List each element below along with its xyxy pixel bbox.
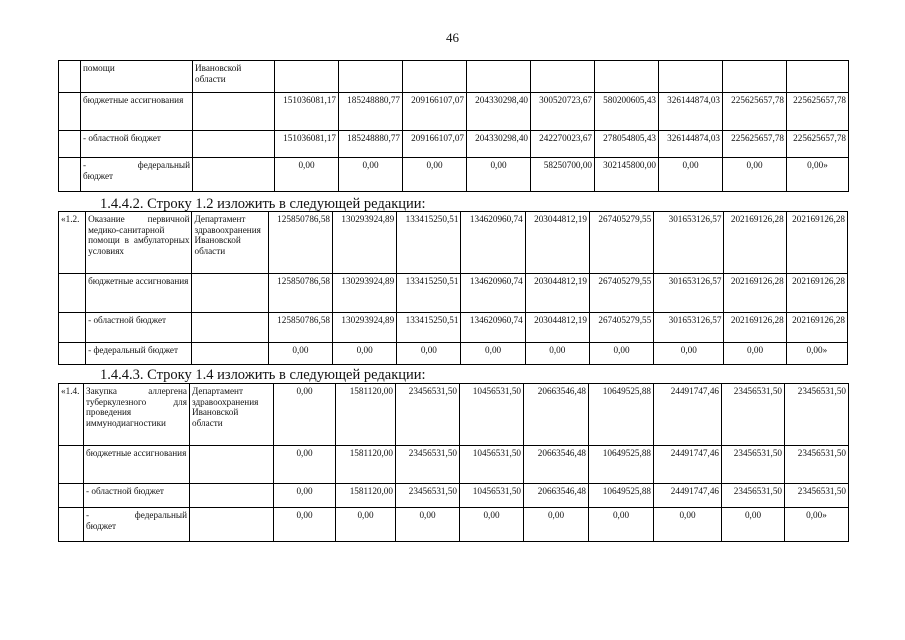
value-cell: 0,00 bbox=[467, 158, 531, 192]
row-name-dash: - bbox=[86, 510, 90, 520]
value-cell: 23456531,50 bbox=[785, 446, 849, 484]
value-cell bbox=[787, 61, 849, 93]
row-index bbox=[59, 61, 81, 93]
value-cell: 0,00 bbox=[461, 343, 525, 365]
value-cell: 0,00 bbox=[397, 343, 461, 365]
row-org: Ивановской области bbox=[193, 61, 275, 93]
value-cell: 23456531,50 bbox=[785, 384, 849, 446]
row-org: Департамент здравоохранения Ивановской области bbox=[190, 384, 274, 446]
value-cell: 134620960,74 bbox=[461, 274, 525, 313]
value-cell: 130293924,89 bbox=[333, 313, 397, 343]
value-cell: 0,00 bbox=[524, 508, 589, 542]
row-index bbox=[59, 484, 84, 508]
row-name: - областной бюджет bbox=[86, 313, 192, 343]
value-cell: 326144874,03 bbox=[659, 93, 723, 131]
value-cell: 10456531,50 bbox=[460, 384, 524, 446]
value-cell: 24491747,46 bbox=[654, 384, 722, 446]
value-cell: 125850786,58 bbox=[268, 212, 332, 274]
table-row bbox=[59, 131, 849, 158]
value-cell: 24491747,46 bbox=[654, 484, 722, 508]
value-cell: 203044812,19 bbox=[525, 313, 589, 343]
value-cell: 278054805,43 bbox=[595, 131, 659, 158]
value-cell: 202169126,28 bbox=[786, 274, 847, 313]
row-org: Департамент здравоохранения Ивановской области bbox=[192, 212, 268, 274]
table-row bbox=[59, 158, 849, 192]
value-cell: 0,00 bbox=[339, 158, 403, 192]
value-cell: 225625657,78 bbox=[787, 93, 849, 131]
row-index bbox=[59, 131, 81, 158]
value-cell: 225625657,78 bbox=[787, 131, 849, 158]
row-org bbox=[193, 131, 275, 158]
value-cell: 267405279,55 bbox=[589, 313, 653, 343]
row-name: бюджетные ассигнования bbox=[86, 274, 192, 313]
row-name: - федеральный бюджет bbox=[86, 343, 192, 365]
row-index bbox=[59, 343, 86, 365]
row-name: - областной бюджет bbox=[81, 131, 193, 158]
row-name bbox=[84, 508, 190, 542]
value-cell: 0,00 bbox=[333, 343, 397, 365]
value-cell: 202169126,28 bbox=[724, 313, 786, 343]
value-cell: 58250700,00 bbox=[531, 158, 595, 192]
value-cell: 185248880,77 bbox=[339, 93, 403, 131]
value-cell: 0,00 bbox=[724, 343, 786, 365]
value-cell: 202169126,28 bbox=[724, 212, 786, 274]
value-cell: 130293924,89 bbox=[333, 212, 397, 274]
value-cell: 134620960,74 bbox=[461, 313, 525, 343]
value-cell bbox=[403, 61, 467, 93]
value-cell: 0,00 bbox=[274, 446, 336, 484]
row-org bbox=[193, 93, 275, 131]
row-name bbox=[81, 158, 193, 192]
value-cell: 209166107,07 bbox=[403, 131, 467, 158]
row-name-word: федеральный bbox=[137, 160, 190, 170]
table-row bbox=[59, 212, 848, 274]
value-cell: 0,00» bbox=[786, 343, 847, 365]
value-cell: 23456531,50 bbox=[396, 384, 460, 446]
budget-table-row-1-2 bbox=[58, 211, 848, 365]
value-cell: 133415250,51 bbox=[397, 313, 461, 343]
value-cell: 23456531,50 bbox=[722, 384, 785, 446]
table-row bbox=[59, 274, 848, 313]
value-cell: 151036081,17 bbox=[275, 131, 339, 158]
row-name-dash: - bbox=[83, 160, 87, 170]
value-cell bbox=[659, 61, 723, 93]
value-cell: 1581120,00 bbox=[336, 384, 396, 446]
value-cell: 0,00 bbox=[723, 158, 787, 192]
value-cell: 0,00 bbox=[525, 343, 589, 365]
row-name: Оказание первичной медико-санитарной помощи в амбулаторных условиях bbox=[86, 212, 192, 274]
value-cell: 133415250,51 bbox=[397, 212, 461, 274]
value-cell: 10649525,88 bbox=[589, 484, 654, 508]
value-cell: 202169126,28 bbox=[724, 274, 786, 313]
value-cell: 20663546,48 bbox=[524, 384, 589, 446]
value-cell: 10456531,50 bbox=[460, 484, 524, 508]
value-cell: 267405279,55 bbox=[589, 274, 653, 313]
row-org bbox=[192, 343, 268, 365]
value-cell: 0,00 bbox=[274, 384, 336, 446]
value-cell: 203044812,19 bbox=[525, 274, 589, 313]
value-cell: 10649525,88 bbox=[589, 384, 654, 446]
value-cell: 202169126,28 bbox=[786, 313, 847, 343]
value-cell bbox=[723, 61, 787, 93]
row-name: бюджетные ассигнования bbox=[84, 446, 190, 484]
value-cell: 0,00 bbox=[274, 508, 336, 542]
value-cell: 0,00 bbox=[722, 508, 785, 542]
value-cell: 204330298,40 bbox=[467, 93, 531, 131]
value-cell: 134620960,74 bbox=[461, 212, 525, 274]
value-cell: 23456531,50 bbox=[722, 446, 785, 484]
value-cell bbox=[467, 61, 531, 93]
budget-table-continuation bbox=[58, 60, 849, 192]
row-index bbox=[59, 158, 81, 192]
budget-table-row-1-4 bbox=[58, 383, 849, 542]
value-cell bbox=[531, 61, 595, 93]
value-cell: 130293924,89 bbox=[333, 274, 397, 313]
row-org bbox=[190, 508, 274, 542]
row-name-line2: бюджет bbox=[86, 520, 117, 531]
value-cell: 0,00 bbox=[589, 343, 653, 365]
table-row bbox=[59, 93, 849, 131]
value-cell bbox=[339, 61, 403, 93]
value-cell: 204330298,40 bbox=[467, 131, 531, 158]
value-cell: 302145800,00 bbox=[595, 158, 659, 192]
value-cell: 151036081,17 bbox=[275, 93, 339, 131]
row-org bbox=[192, 274, 268, 313]
table-row bbox=[59, 446, 849, 484]
value-cell: 125850786,58 bbox=[268, 274, 332, 313]
row-name: - областной бюджет bbox=[84, 484, 190, 508]
value-cell: 10649525,88 bbox=[589, 446, 654, 484]
row-index bbox=[59, 93, 81, 131]
value-cell: 1581120,00 bbox=[336, 446, 396, 484]
table-row bbox=[59, 384, 849, 446]
value-cell: 0,00 bbox=[589, 508, 654, 542]
value-cell: 10456531,50 bbox=[460, 446, 524, 484]
value-cell: 225625657,78 bbox=[723, 93, 787, 131]
value-cell: 0,00 bbox=[460, 508, 524, 542]
row-name: Закупка аллергена туберкулезного для проведения иммунодиагностики bbox=[84, 384, 190, 446]
table-row bbox=[59, 313, 848, 343]
value-cell: 203044812,19 bbox=[525, 212, 589, 274]
row-index bbox=[59, 446, 84, 484]
value-cell: 300520723,67 bbox=[531, 93, 595, 131]
value-cell: 23456531,50 bbox=[396, 484, 460, 508]
value-cell: 0,00 bbox=[403, 158, 467, 192]
section-heading: 1.4.4.2. Строку 1.2 изложить в следующей редакции: bbox=[100, 196, 426, 212]
value-cell: 242270023,67 bbox=[531, 131, 595, 158]
value-cell: 267405279,55 bbox=[589, 212, 653, 274]
value-cell: 1581120,00 bbox=[336, 484, 396, 508]
table-row bbox=[59, 343, 848, 365]
value-cell: 209166107,07 bbox=[403, 93, 467, 131]
section-heading: 1.4.4.3. Строку 1.4 изложить в следующей редакции: bbox=[100, 367, 426, 383]
value-cell: 225625657,78 bbox=[723, 131, 787, 158]
row-org bbox=[193, 158, 275, 192]
value-cell: 0,00 bbox=[275, 158, 339, 192]
value-cell: 0,00 bbox=[396, 508, 460, 542]
table-row bbox=[59, 484, 849, 508]
value-cell bbox=[595, 61, 659, 93]
value-cell: 0,00 bbox=[654, 343, 724, 365]
value-cell: 0,00 bbox=[336, 508, 396, 542]
table-row bbox=[59, 508, 849, 542]
row-index bbox=[59, 274, 86, 313]
row-name-word: федеральный bbox=[134, 510, 187, 520]
value-cell: 301653126,57 bbox=[654, 274, 724, 313]
value-cell: 580200605,43 bbox=[595, 93, 659, 131]
value-cell: 23456531,50 bbox=[785, 484, 849, 508]
row-org bbox=[192, 313, 268, 343]
value-cell: 23456531,50 bbox=[722, 484, 785, 508]
row-name: помощи bbox=[81, 61, 193, 93]
value-cell: 0,00 bbox=[274, 484, 336, 508]
value-cell: 24491747,46 bbox=[654, 446, 722, 484]
value-cell bbox=[275, 61, 339, 93]
value-cell: 23456531,50 bbox=[396, 446, 460, 484]
row-index: «1.4. bbox=[59, 384, 84, 446]
row-index: «1.2. bbox=[59, 212, 86, 274]
value-cell: 0,00 bbox=[659, 158, 723, 192]
value-cell: 125850786,58 bbox=[268, 313, 332, 343]
row-org bbox=[190, 446, 274, 484]
row-org bbox=[190, 484, 274, 508]
value-cell: 301653126,57 bbox=[654, 313, 724, 343]
value-cell: 133415250,51 bbox=[397, 274, 461, 313]
row-index bbox=[59, 313, 86, 343]
value-cell: 202169126,28 bbox=[786, 212, 847, 274]
value-cell: 326144874,03 bbox=[659, 131, 723, 158]
value-cell: 185248880,77 bbox=[339, 131, 403, 158]
value-cell: 20663546,48 bbox=[524, 446, 589, 484]
table-row bbox=[59, 61, 849, 93]
value-cell: 301653126,57 bbox=[654, 212, 724, 274]
row-name: бюджетные ассигнования bbox=[81, 93, 193, 131]
row-index bbox=[59, 508, 84, 542]
page-number: 46 bbox=[446, 30, 459, 45]
value-cell: 0,00 bbox=[654, 508, 722, 542]
value-cell: 20663546,48 bbox=[524, 484, 589, 508]
row-name-line2: бюджет bbox=[83, 170, 114, 181]
value-cell: 0,00» bbox=[785, 508, 849, 542]
value-cell: 0,00» bbox=[787, 158, 849, 192]
value-cell: 0,00 bbox=[268, 343, 332, 365]
